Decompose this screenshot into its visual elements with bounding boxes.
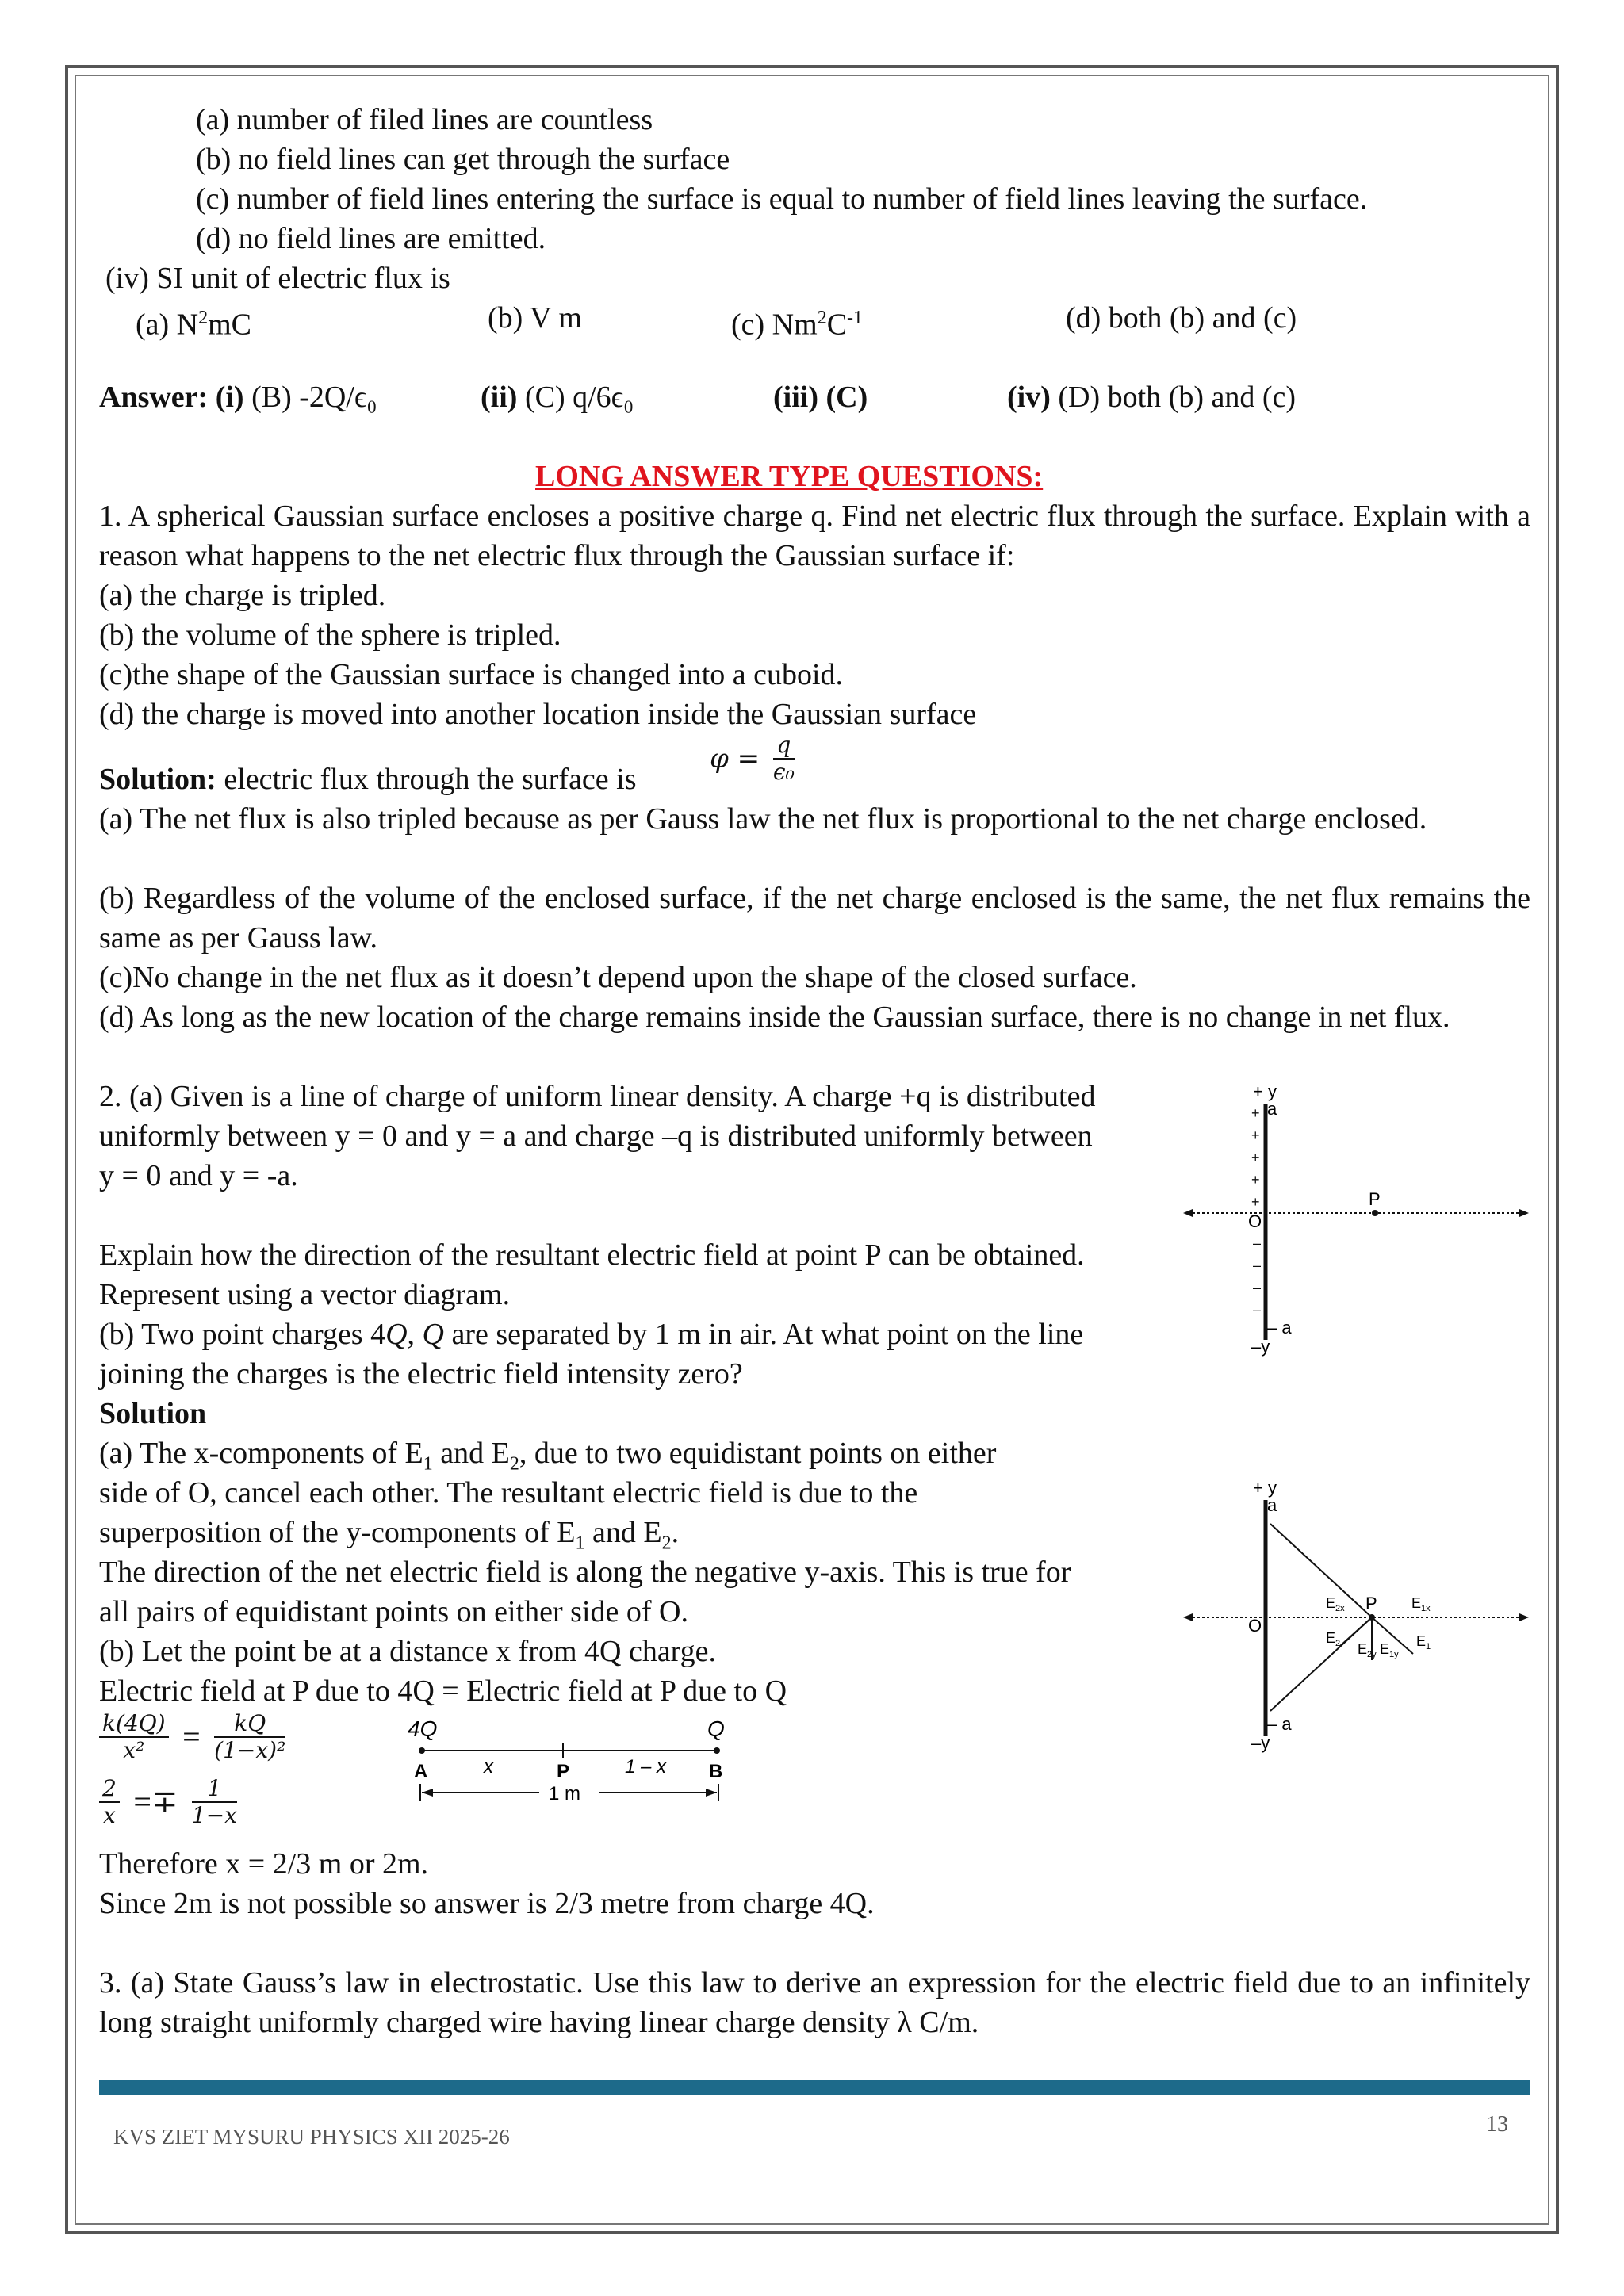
flux-formula: φ = $\frac{q}{\text{ϵ₀}}$ bbox=[710, 732, 795, 785]
fig1-plus-y-label: + y bbox=[1253, 1081, 1277, 1101]
footer-text: KVS ZIET MYSURU PHYSICS XII 2025-26 bbox=[113, 2125, 510, 2149]
fig3-a-label: A bbox=[414, 1761, 428, 1782]
q2-sol-line-8: Therefore x = 2/3 m or 2m. bbox=[99, 1847, 429, 1881]
q2-line-1: 2. (a) Given is a line of charge of uniform linear density. A charge +q is distributed bbox=[99, 1080, 1096, 1113]
q1-solution-c: (c)No change in the net flux as it doesn’t depend upon the shape of the closed surface. bbox=[99, 961, 1137, 994]
q3-text: 3. (a) State Gauss’s law in electrostatic. Use this law to derive an expression for the electric field due to an infinitely long straight uniformly charged wire having linear charge density λ C/m. bbox=[99, 1966, 1530, 2039]
q2-sol-line-2: side of O, cancel each other. The resultant electric field is due to the bbox=[99, 1476, 918, 1510]
page-number: 13 bbox=[1486, 2112, 1508, 2137]
q1-part-b: (b) the volume of the sphere is tripled. bbox=[99, 618, 561, 652]
q2-line-6: (b) Two point charges 4Q, Q are separated by 1 m in air. At what point on the line bbox=[99, 1318, 1084, 1351]
q2-sol-line-4: The direction of the net electric field is along the negative y-axis. This is true for bbox=[99, 1556, 1071, 1589]
fig2-e2-label: $E_2$ bbox=[1326, 1630, 1341, 1648]
equation-1: $\frac{k(4Q)}{\text{x²}}$ = $\frac{kQ}{\text{(1−x)²}}$ bbox=[99, 1711, 285, 1763]
fig2-minus-a-label: – a bbox=[1267, 1714, 1292, 1734]
q2-line-7: joining the charges is the electric field intensity zero? bbox=[99, 1357, 743, 1391]
q1-solution-intro: Solution: electric flux through the surface is bbox=[99, 763, 637, 796]
q2-sol-line-3: superposition of the y-components of $E_1$ and $E_2$. bbox=[99, 1516, 680, 1554]
q2-sol-line-9: Since 2m is not possible so answer is 2/3 metre from charge 4Q. bbox=[99, 1887, 875, 1920]
fig1-plus-sign: + bbox=[1251, 1150, 1260, 1165]
section-heading: LONG ANSWER TYPE QUESTIONS: bbox=[535, 460, 1044, 493]
fig3-dim-arrow-right bbox=[706, 1789, 717, 1797]
fig2-minus-y-label: –y bbox=[1251, 1733, 1270, 1753]
fig3-x-label: x bbox=[484, 1756, 493, 1777]
q1-part-d: (d) the charge is moved into another location inside the Gaussian surface bbox=[99, 698, 977, 731]
q2-sol-line-1: (a) The x-components of $E_1$ and $E_2$, due to two equidistant points on either bbox=[99, 1437, 997, 1475]
fig1-a-label: a bbox=[1267, 1099, 1277, 1119]
answer-line: Answer: (i) (B) -2Q/ϵ₀ bbox=[99, 381, 377, 414]
q1-part-c: (c)the shape of the Gaussian surface is changed into a cuboid. bbox=[99, 658, 844, 691]
fig3-p-label: P bbox=[557, 1761, 570, 1782]
fig3-one-minus-x-label: 1 – x bbox=[625, 1756, 667, 1777]
fig2-plus-y-label: + y bbox=[1253, 1478, 1277, 1498]
fig3-b-label: B bbox=[709, 1761, 723, 1782]
fig2-a-label: a bbox=[1267, 1495, 1277, 1515]
mcq3-option-a: (a) number of filed lines are countless bbox=[196, 103, 653, 136]
fig1-minus-sign: – bbox=[1253, 1302, 1262, 1318]
fig1-p-label: P bbox=[1369, 1189, 1381, 1209]
q2-sol-line-6: (b) Let the point be at a distance x from 4Q charge. bbox=[99, 1635, 717, 1668]
fig1-minus-sign: – bbox=[1253, 1280, 1262, 1295]
q2-sol-line-7: Electric field at P due to 4Q = Electric field at P due to Q bbox=[99, 1674, 787, 1708]
fig1-axis-arrow-left bbox=[1183, 1209, 1193, 1217]
q1-solution-b: (b) Regardless of the volume of the enclosed surface, if the net charge enclosed is the same, the net flux remains the same as per Gauss law. bbox=[99, 882, 1530, 955]
mcq4-option-c: (c) $Nm^2C^{-1}$ bbox=[731, 308, 864, 342]
q2-sol-line-5: all pairs of equidistant points on either side of O. bbox=[99, 1595, 688, 1628]
fig3-left-charge-label: 4Q bbox=[408, 1716, 438, 1741]
fig1-minus-sign: – bbox=[1253, 1257, 1262, 1273]
fig2-e1y-label: $E_{1y}$ bbox=[1380, 1641, 1399, 1659]
fig2-e1-label: $E_1$ bbox=[1416, 1633, 1431, 1651]
fig2-axis-arrow-left bbox=[1183, 1613, 1193, 1621]
answer-iii: (iii) (C) bbox=[773, 381, 868, 414]
footer-bar bbox=[99, 2080, 1530, 2095]
fig1-plus-sign: + bbox=[1251, 1127, 1260, 1143]
fig2-origin-label: O bbox=[1248, 1616, 1262, 1636]
fig1-minus-a-label: – a bbox=[1267, 1318, 1292, 1337]
fig2-e2y-label: $E_{2y}$ bbox=[1358, 1641, 1377, 1659]
figure-point-charges bbox=[404, 1712, 737, 1816]
fig2-e1x-label: $E_{1x}$ bbox=[1411, 1595, 1431, 1613]
mcq3-option-b: (b) no field lines can get through the surface bbox=[196, 143, 730, 176]
q1-solution-a: (a) The net flux is also tripled because as per Gauss law the net flux is proportional to the net charge enclosed. bbox=[99, 802, 1427, 836]
fig1-plus-sign: + bbox=[1251, 1105, 1260, 1121]
fig1-minus-sign: – bbox=[1253, 1235, 1262, 1251]
fig1-origin-label: O bbox=[1248, 1211, 1262, 1231]
fig2-axis-arrow-right bbox=[1519, 1613, 1529, 1621]
fig3-distance-label: 1 m bbox=[549, 1783, 581, 1804]
q1-stem: 1. A spherical Gaussian surface encloses a positive charge q. Find net electric flux through the surface. Explain with a reason what happens to the net electric flux through the Gaussian surface if: bbox=[99, 499, 1530, 572]
q2-line-5: Represent using a vector diagram. bbox=[99, 1278, 511, 1311]
fig1-minus-y-label: –y bbox=[1251, 1337, 1270, 1357]
mcq4-option-b: (b) V m bbox=[488, 301, 582, 335]
q1-part-a: (a) the charge is tripled. bbox=[99, 579, 386, 612]
fig2-p-label: P bbox=[1365, 1594, 1377, 1613]
fig3-dim-arrow-left bbox=[422, 1789, 433, 1797]
fig2-e2x-label: $E_{2x}$ bbox=[1326, 1595, 1345, 1613]
fig2-line-from-top bbox=[1270, 1524, 1372, 1617]
q2-solution-label: Solution bbox=[99, 1397, 207, 1430]
answer-iv: (iv) (D) both (b) and (c) bbox=[1007, 381, 1297, 414]
mcq4-option-d: (d) both (b) and (c) bbox=[1066, 301, 1297, 335]
q2-line-4: Explain how the direction of the resultant electric field at point P can be obtained. bbox=[99, 1238, 1085, 1272]
fig1-plus-sign: + bbox=[1251, 1194, 1260, 1210]
mcq3-option-c: (c) number of field lines entering the surface is equal to number of field lines leaving the surface. bbox=[196, 182, 1368, 216]
q1-solution-d: (d) As long as the new location of the charge remains inside the Gaussian surface, there is no change in net flux. bbox=[99, 1001, 1450, 1034]
fig3-charge-a bbox=[419, 1747, 425, 1754]
fig2-vector-e1 bbox=[1372, 1617, 1413, 1654]
figure-line-charge bbox=[1182, 1080, 1530, 1365]
figure-vector-diagram bbox=[1182, 1476, 1530, 1762]
q2-line-2: uniformly between y = 0 and y = a and charge –q is distributed uniformly between bbox=[99, 1119, 1093, 1153]
mcq4-question: (iv) SI unit of electric flux is bbox=[105, 262, 450, 295]
fig1-point-p bbox=[1372, 1210, 1378, 1216]
answer-ii: (ii) (C) q/6ϵ₀ bbox=[481, 381, 634, 414]
q2-line-3: y = 0 and y = -a. bbox=[99, 1159, 298, 1192]
fig1-axis-arrow-right bbox=[1519, 1209, 1529, 1217]
equation-2: $\frac{2}{x}$ =∓ $\frac{1}{1-x}$ bbox=[99, 1776, 237, 1828]
fig1-plus-sign: + bbox=[1251, 1172, 1260, 1188]
mcq3-option-d: (d) no field lines are emitted. bbox=[196, 222, 546, 255]
fig3-right-charge-label: Q bbox=[707, 1716, 725, 1741]
fig3-charge-b bbox=[714, 1747, 720, 1754]
mcq4-option-a: (a) $N^2mC$ bbox=[136, 308, 252, 342]
